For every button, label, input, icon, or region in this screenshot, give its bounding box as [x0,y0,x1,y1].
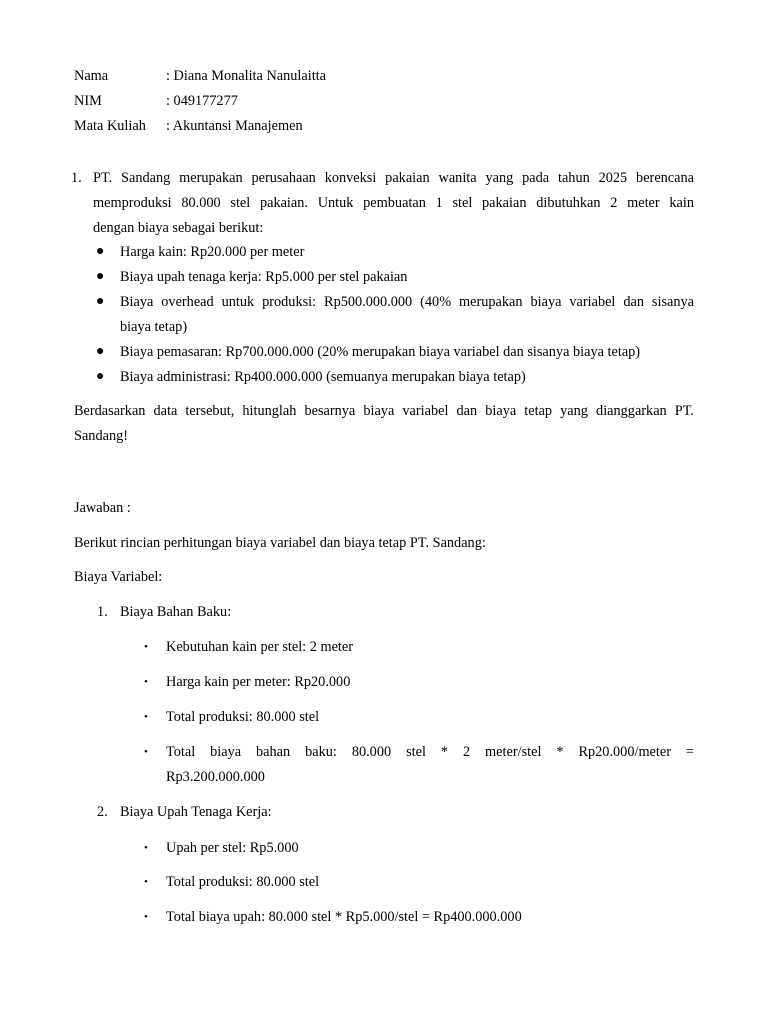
bullet-icon: • [144,842,148,854]
answer-bullet: Total biaya upah: 80.000 stel * Rp5.000/stel = Rp400.000.000 [166,909,522,925]
bullet-icon: • [144,676,148,688]
question-bullet-cont: biaya tetap) [120,319,188,335]
answer-bullet: Kebutuhan kain per stel: 2 meter [166,639,353,655]
question-bullet: Harga kain: Rp20.000 per meter [120,244,305,260]
bullet-icon: ● [96,269,105,284]
name-value: : Diana Monalita Nanulaitta [166,68,326,84]
answer-total: Total biaya bahan baku: 80.000 stel * 2 meter/stel * Rp20.000/meter = [166,744,694,760]
answer-bullet: Total produksi: 80.000 stel [166,874,320,890]
answer-intro: Berikut rincian perhitungan biaya variabel dan biaya tetap PT. Sandang: [74,535,486,551]
nim-value: : 049177277 [166,93,238,109]
bullet-icon: ● [96,294,105,309]
question-line: PT. Sandang merupakan perusahaan konveksi pakaian wanita yang pada tahun 2025 berencana [93,170,694,186]
answer-total-cont: Rp3.200.000.000 [166,769,265,785]
question-line: memproduksi 80.000 stel pakaian. Untuk pembuatan 1 stel pakaian dibutuhkan 2 meter kain [93,195,694,211]
answer-bullet: Harga kain per meter: Rp20.000 [166,674,351,690]
course-label: Mata Kuliah [74,118,146,134]
answer-label: Jawaban : [74,500,131,516]
bullet-icon: • [144,911,148,923]
question-closing-cont: Sandang! [74,428,128,444]
section-title: Biaya Variabel: [74,569,163,585]
item-number: 2. [97,804,108,820]
course-value: : Akuntansi Manajemen [166,118,303,134]
question-number: 1. [71,170,82,186]
question-bullet: Biaya administrasi: Rp400.000.000 (semuanya merupakan biaya tetap) [120,369,526,385]
bullet-icon: • [144,746,148,758]
item-number: 1. [97,604,108,620]
nim-label: NIM [74,93,102,109]
question-bullet: Biaya pemasaran: Rp700.000.000 (20% merupakan biaya variabel dan sisanya biaya tetap) [120,344,641,360]
bullet-icon: ● [96,344,105,359]
bullet-icon: • [144,711,148,723]
question-bullet: Biaya upah tenaga kerja: Rp5.000 per stel pakaian [120,269,408,285]
answer-bullet: Total produksi: 80.000 stel [166,709,320,725]
answer-bullet: Upah per stel: Rp5.000 [166,840,299,856]
name-label: Nama [74,68,109,84]
bullet-icon: • [144,641,148,653]
item-title: Biaya Bahan Baku: [120,604,232,620]
bullet-icon: ● [96,369,105,384]
item-title: Biaya Upah Tenaga Kerja: [120,804,272,820]
bullet-icon: ● [96,244,105,259]
question-line: dengan biaya sebagai berikut: [93,220,264,236]
question-bullet: Biaya overhead untuk produksi: Rp500.000.000 (40% merupakan biaya variabel dan sisanya [120,294,694,310]
question-closing: Berdasarkan data tersebut, hitunglah besarnya biaya variabel dan biaya tetap yang dianggarkan PT. [74,403,694,419]
bullet-icon: • [144,876,148,888]
